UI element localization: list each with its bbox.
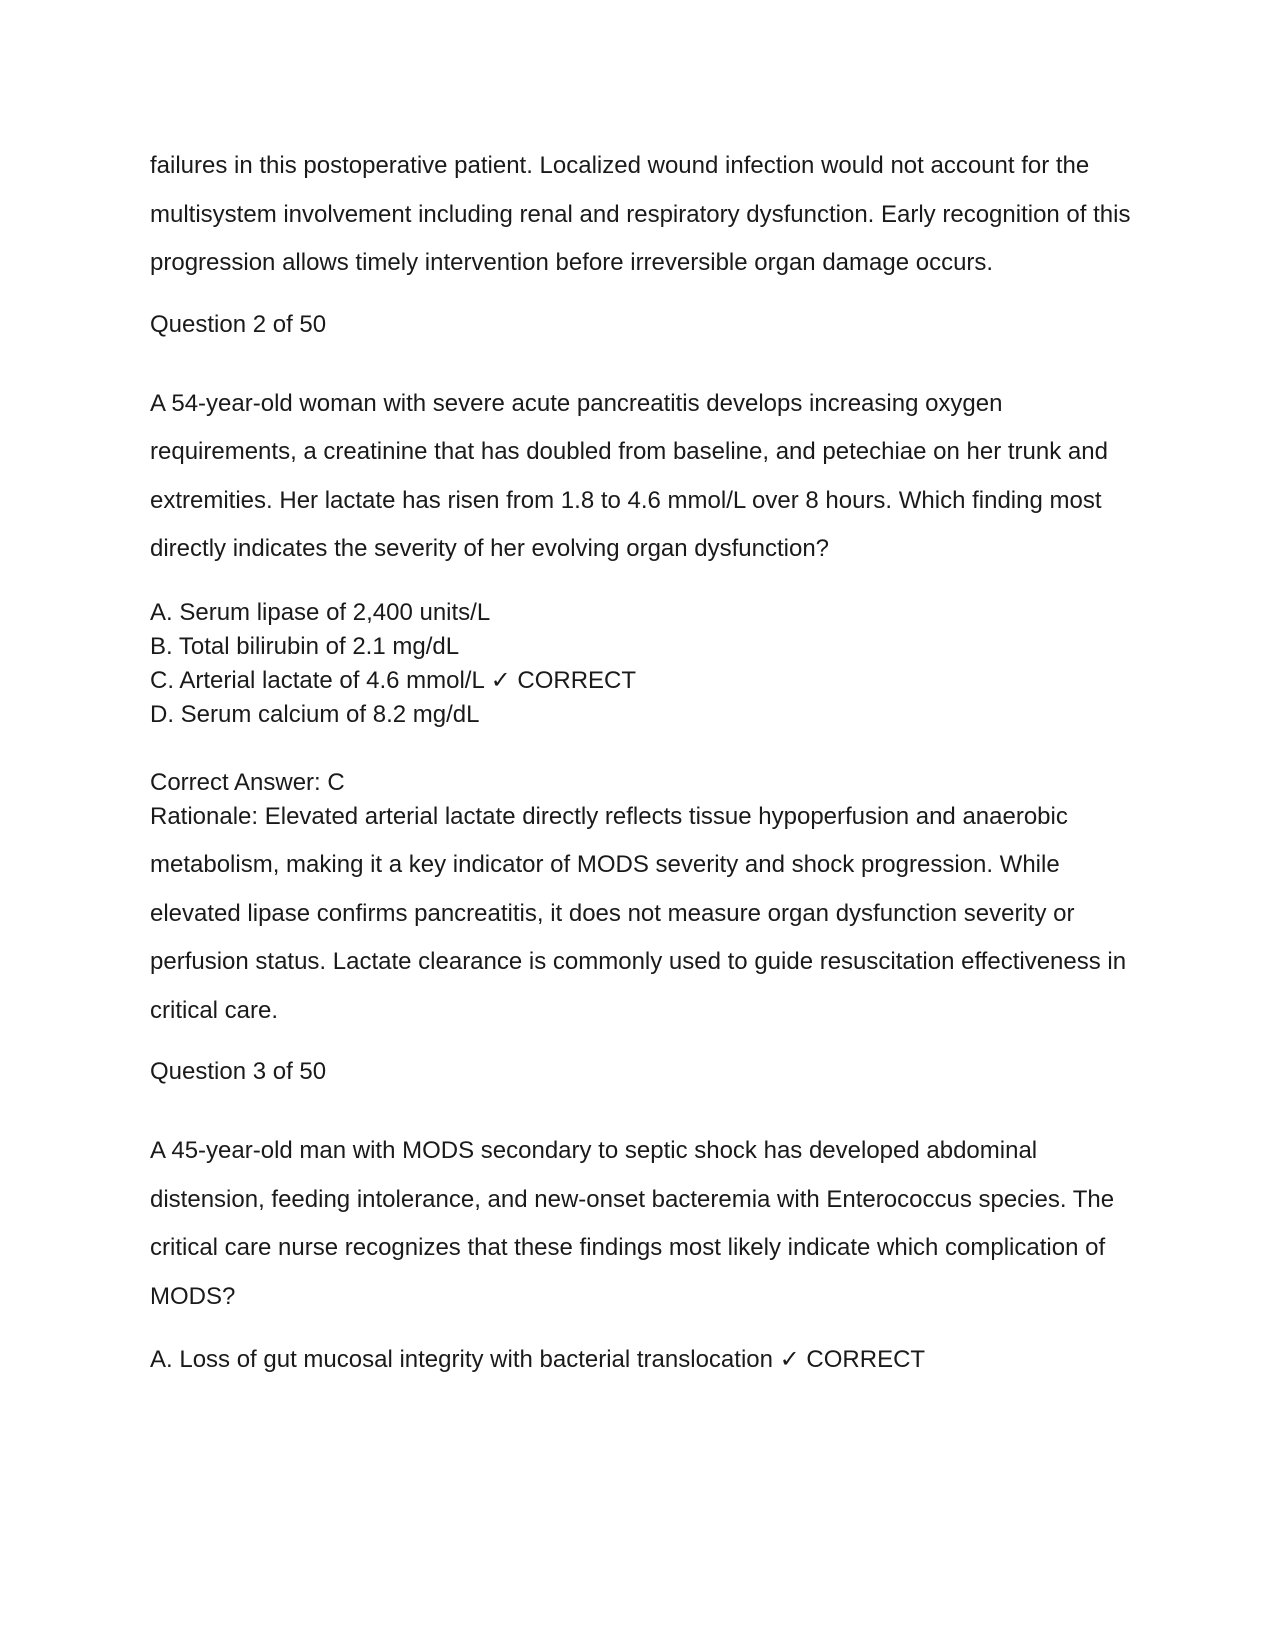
question-header: Question 3 of 50 [150, 1058, 327, 1085]
question-stem: A 45-year-old man with MODS secondary to septic shock has developed abdominal distension, feeding intolerance, and new-onset bacteremia with Enterococcus species. The critical care nurse recognizes that these findings most likely indicate which complication of MODS? [150, 1137, 1115, 1310]
question-header: Question 2 of 50 [150, 310, 327, 338]
answer-options [150, 1343, 1140, 1377]
answer-options [150, 596, 1140, 732]
option-c: C. Arterial lactate of 4.6 mmol/L ✓ CORRECT [150, 666, 637, 694]
question-stem: A 54-year-old woman with severe acute pancreatitis develops increasing oxygen requirements, a creatinine that has doubled from baseline, and petechiae on her trunk and extremities. Her lactate has risen from 1.8 to 4.6 mmol/L over 8 hours. Which finding most directly indicates the severity of her evolving organ dysfunction? [150, 389, 1108, 562]
correct-answer: Correct Answer: C [150, 768, 345, 796]
document-page [150, 142, 1140, 1377]
option-a: A. Loss of gut mucosal integrity with bacterial translocation ✓ CORRECT [150, 1346, 926, 1373]
option-d: D. Serum calcium of 8.2 mg/dL [150, 700, 480, 728]
rationale: Rationale: Elevated arterial lactate directly reflects tissue hypoperfusion and anaerobic metabolism, making it a key indicator of MODS severity and shock progression. While elevated lipase confirms pancreatitis, it does not measure organ dysfunction severity or perfusion status. Lactate clearance is commonly used to guide resuscitation effectiveness in critical care. [150, 802, 1127, 1024]
option-a: A. Serum lipase of 2,400 units/L [150, 598, 491, 626]
previous-rationale-continuation: failures in this postoperative patient. Localized wound infection would not account for the multisystem involvement including renal and respiratory dysfunction. Early recognition of this progression allows timely intervention before irreversible organ damage occurs. [150, 152, 1131, 276]
option-b: B. Total bilirubin of 2.1 mg/dL [150, 632, 460, 660]
